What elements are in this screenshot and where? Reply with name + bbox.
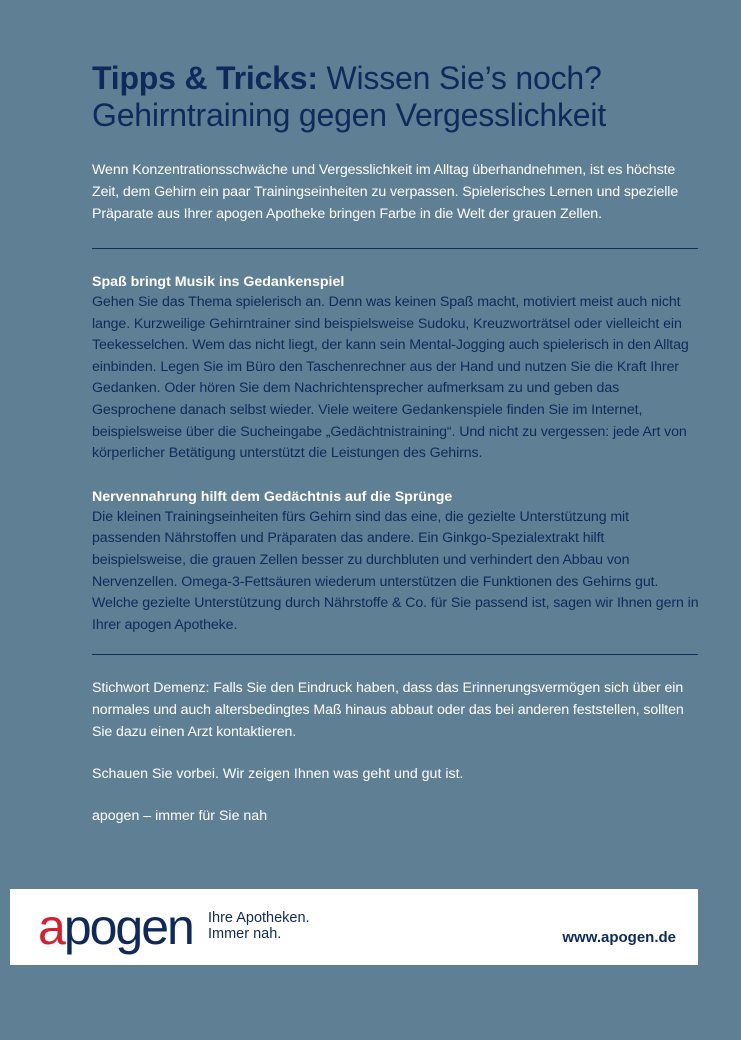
section-heading: Spaß bringt Musik ins Gedankenspiel (92, 274, 345, 290)
section-heading: Nervennahrung hilft dem Gedächtnis auf die Sprünge (92, 488, 453, 505)
title-prefix: Tipps & Tricks: (92, 60, 318, 96)
article (92, 60, 700, 827)
tagline-line-2: Immer nah. (208, 926, 282, 942)
logo-letter-a: a (38, 899, 64, 955)
tagline (208, 910, 310, 942)
section-body: Die kleinen Trainingseinheiten fürs Gehirn sind das eine, die gezielte Unterstützung mit passenden Nährstoffen und Präparaten das andere. Ein Ginkgo-Spezialextrakt hilft beispielsweise, die grauen Zellen besser zu durchbluten und verhindert den Abbau von Nervenzellen. Omega-3-Fettsäuren wiederum unterstützen die Funktionen des Gehirns gut. Welche gezielte Unterstützung durch Nährstoffe & Co. für Sie passend ist, sagen wir Ihnen gern in Ihrer apogen Apotheke. (92, 508, 699, 633)
closing-line: Schauen Sie vorbei. Wir zeigen Ihnen was geht und gut ist. (92, 766, 464, 783)
dementia-notice: Stichwort Demenz: Falls Sie den Eindruck haben, dass das Erinnerungsvermögen sich über ein normales und auch altersbedingtes Maß hinaus abbaut oder das bei anderen feststellen, sollten Sie dazu einen Arzt kontaktieren. (92, 680, 684, 741)
divider (92, 248, 698, 249)
section-brain-games (92, 272, 700, 465)
footer-banner (10, 889, 698, 965)
slogan: apogen – immer für Sie nah (92, 808, 268, 825)
apogen-logo (38, 899, 193, 955)
page-title (92, 60, 700, 134)
tagline-line-1: Ihre Apotheken. (208, 910, 310, 926)
divider (92, 654, 698, 655)
website-link[interactable]: www.apogen.de (562, 929, 676, 946)
logo-wordmark-rest: pogen (63, 899, 193, 955)
title-subline: Gehirntraining gegen Vergesslichkeit (92, 97, 607, 133)
intro-paragraph: Wenn Konzentrationsschwäche und Vergesslichkeit im Alltag überhandnehmen, ist es höchste Zeit, dem Gehirn ein paar Trainingseinheiten zu verpassen. Spielerisches Lernen und spezielle Präparate aus Ihrer apogen Apotheke bringen Farbe in die Welt der grauen Zellen. (92, 162, 679, 222)
title-question: Wissen Sie’s noch? (317, 60, 602, 96)
section-brain-food (92, 487, 700, 637)
section-body: Gehen Sie das Thema spielerisch an. Denn was keinen Spaß macht, motiviert meist auch nicht lange. Kurzweilige Gehirntrainer sind beispielsweise Sudoku, Kreuzworträtsel oder vielleicht ein Teekesselchen. Wem das nicht liegt, der kann sein Mental-Jogging auch spielerisch in den Alltag einbinden. Legen Sie im Büro den Taschenrechner aus der Hand und nutzen Sie die Kraft Ihrer Gedanken. Oder hören Sie dem Nachrichtensprecher aufmerksam zu und geben das Gesprochene danach selbst wieder. Viele weitere Gedankenspiele finden Sie im Internet, beispielsweise über die Sucheingabe „Gedächtnistraining“. Und nicht zu vergessen: jede Art von körperlicher Betätigung unterstützt die Leistungen des Gehirns. (92, 294, 689, 462)
